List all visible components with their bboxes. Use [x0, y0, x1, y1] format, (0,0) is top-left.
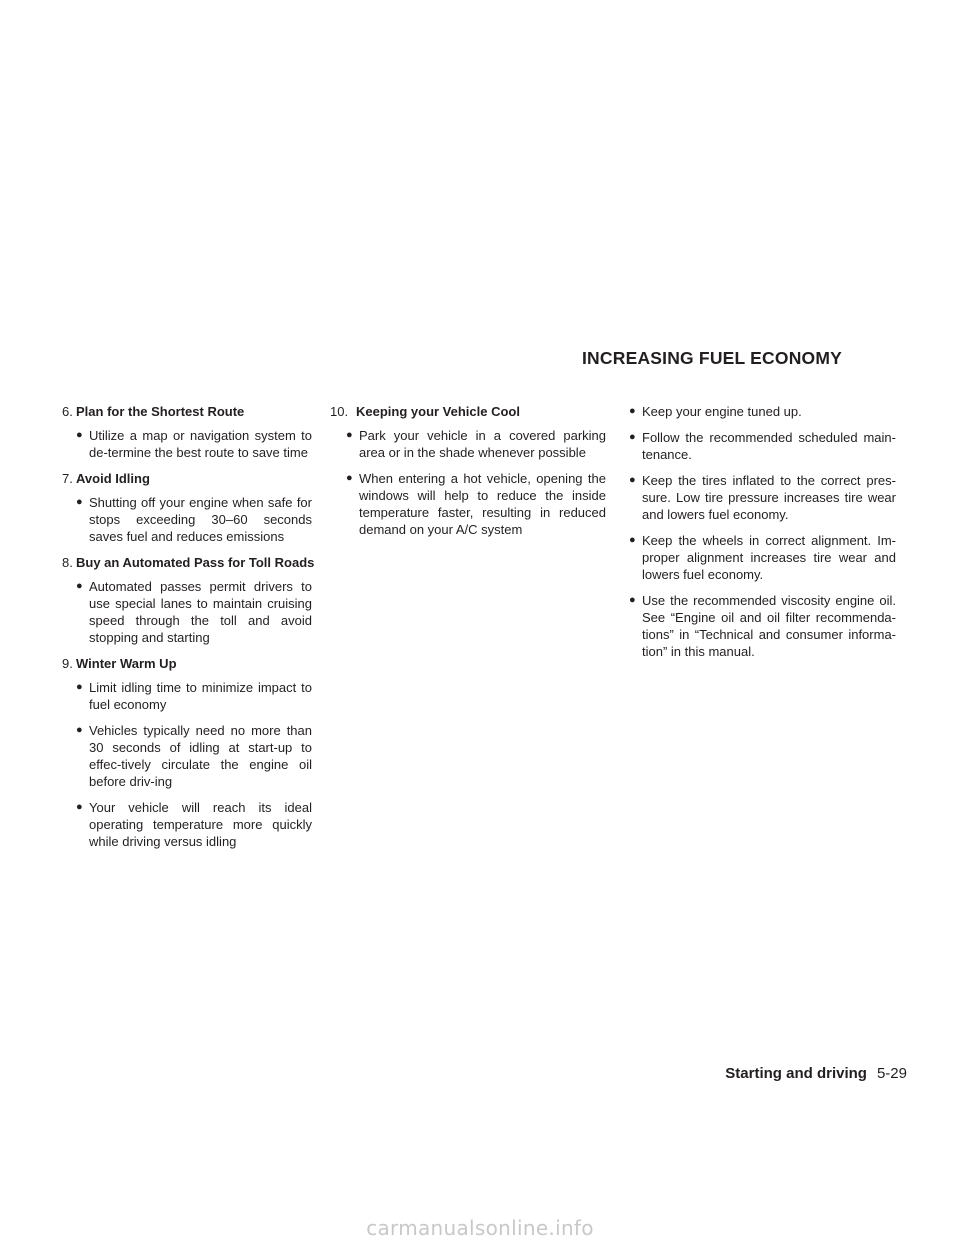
bullet-icon: ● [76, 580, 83, 592]
section-heading: INCREASING FUEL ECONOMY [582, 348, 842, 368]
item-number: 6. [62, 404, 73, 419]
list-item-10 [330, 403, 606, 538]
bullet-point [624, 429, 896, 463]
bullet-icon: ● [76, 429, 83, 441]
bullet-icon: ● [346, 429, 353, 441]
list-item-6 [62, 403, 312, 461]
bullet-point [330, 470, 606, 538]
item-number: 10. [330, 404, 349, 419]
watermark: carmanualsonline.info [366, 1216, 594, 1240]
bullet-icon: ● [629, 431, 636, 443]
bullet-text: Shutting off your engine when safe for stops exceeding 30–60 seconds saves fuel and reduces emissions [89, 495, 312, 544]
column-3 [624, 403, 896, 669]
item-title: Buy an Automated Pass for Toll Roads [76, 555, 315, 570]
column-2 [330, 403, 606, 547]
bullet-text: When entering a hot vehicle, opening the windows will help to reduce the inside temperature faster, resulting in reduced demand on your A/C system [359, 471, 606, 537]
bullet-point [624, 472, 896, 523]
bullet-icon: ● [629, 474, 636, 486]
bullet-point [62, 799, 312, 850]
bullet-icon: ● [76, 724, 83, 736]
bullet-text: Use the recommended viscosity engine oil. See “Engine oil and oil filter recommenda-tions” in “Technical and consumer informa-tion” in this manual. [642, 593, 896, 659]
bullet-point [62, 679, 312, 713]
item-number: 9. [62, 656, 73, 671]
bullet-text: Follow the recommended scheduled main-tenance. [642, 430, 896, 462]
bullet-text: Keep your engine tuned up. [642, 404, 802, 419]
bullet-point [624, 592, 896, 660]
page-number: 5-29 [876, 1065, 907, 1082]
bullet-point [624, 532, 896, 583]
bullet-icon: ● [76, 681, 83, 693]
item-title: Winter Warm Up [76, 656, 177, 671]
item-title: Keeping your Vehicle Cool [356, 404, 520, 419]
bullet-text: Automated passes permit drivers to use special lanes to maintain cruising speed through the toll and avoid stopping and starting [89, 579, 312, 645]
bullet-icon: ● [629, 594, 636, 606]
bullet-point [62, 494, 312, 545]
bullet-point [62, 427, 312, 461]
bullet-icon: ● [629, 405, 636, 417]
bullet-point [624, 403, 896, 420]
list-item-7 [62, 470, 312, 545]
bullet-text: Vehicles typically need no more than 30 seconds of idling at start-up to effec-tively circulate the engine oil before driv-ing [89, 723, 312, 789]
item-title: Plan for the Shortest Route [76, 404, 245, 419]
bullet-icon: ● [76, 801, 83, 813]
bullet-text: Keep the wheels in correct alignment. Im-proper alignment increases tire wear and lowers fuel economy. [642, 533, 896, 582]
bullet-icon: ● [346, 472, 353, 484]
bullet-point [62, 722, 312, 790]
list-item-9 [62, 655, 312, 850]
item-number: 8. [62, 555, 73, 570]
bullet-text: Keep the tires inflated to the correct pres-sure. Low tire pressure increases tire wear and lowers fuel economy. [642, 473, 896, 522]
bullet-text: Park your vehicle in a covered parking area or in the shade whenever possible [359, 428, 606, 460]
item-title: Avoid Idling [76, 471, 150, 486]
bullet-point [330, 427, 606, 461]
column-1 [62, 403, 315, 859]
bullet-icon: ● [76, 496, 83, 508]
bullet-text: Limit idling time to minimize impact to fuel economy [89, 680, 312, 712]
bullet-text: Utilize a map or navigation system to de-termine the best route to save time [89, 428, 312, 460]
bullet-point [62, 578, 312, 646]
bullet-icon: ● [629, 534, 636, 546]
bullet-text: Your vehicle will reach its ideal operating temperature more quickly while driving versus idling [89, 800, 312, 849]
footer-chapter-title: Starting and driving [725, 1065, 867, 1082]
item-number: 7. [62, 471, 73, 486]
list-item-8 [62, 554, 315, 646]
page-footer [725, 1065, 907, 1082]
